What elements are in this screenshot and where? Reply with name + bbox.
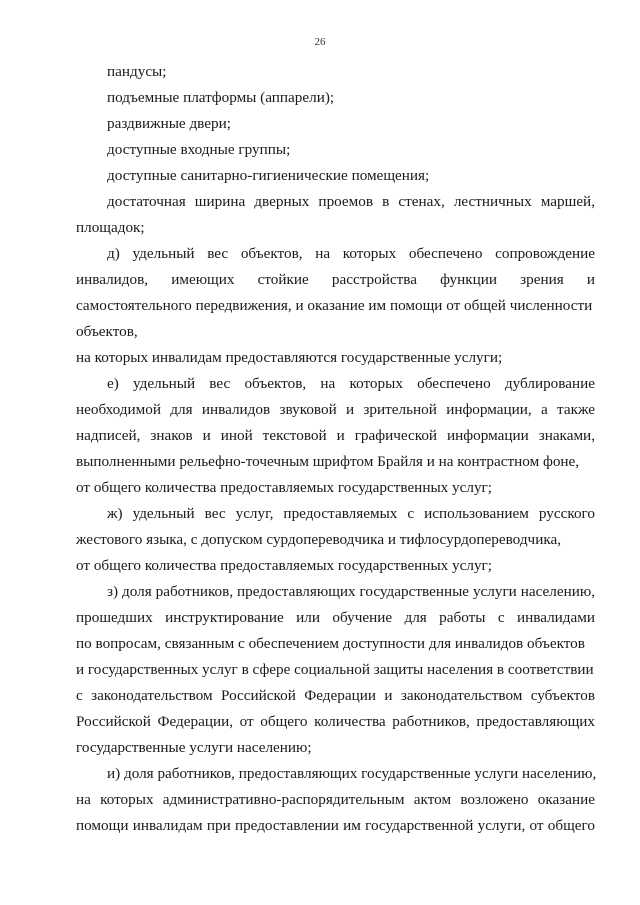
text-line: и) доля работников, предоставляющих государственные услуги населению, bbox=[107, 765, 597, 782]
text-line: подъемные платформы (аппарели); bbox=[107, 89, 335, 106]
text-line: с законодательством Российской Федерации и законодательством субъектов bbox=[76, 687, 595, 704]
text-line: надписей, знаков и иной текстовой и графической информации знаками, bbox=[76, 427, 595, 444]
text-line: и государственных услуг в сфере социальной защиты населения в соответствии bbox=[76, 661, 594, 678]
text-line: прошедших инструктирование или обучение для работы с инвалидами bbox=[76, 609, 595, 626]
text-line: Российской Федерации, от общего количества работников, предоставляющих bbox=[76, 713, 595, 730]
text-line: инвалидов, имеющих стойкие расстройства функции зрения и bbox=[76, 271, 595, 288]
page-number: 26 bbox=[314, 36, 326, 48]
text-line: д) удельный вес объектов, на которых обеспечено сопровождение bbox=[107, 245, 595, 262]
text-line: на которых инвалидам предоставляются государственные услуги; bbox=[76, 349, 503, 366]
text-line: е) удельный вес объектов, на которых обеспечено дублирование bbox=[107, 375, 595, 392]
text-line: самостоятельного передвижения, и оказание им помощи от общей численности bbox=[76, 297, 593, 314]
text-line: необходимой для инвалидов звуковой и зрительной информации, а также bbox=[76, 401, 595, 418]
text-line: от общего количества предоставляемых государственных услуг; bbox=[76, 557, 492, 574]
text-line: доступные санитарно-гигиенические помещения; bbox=[107, 167, 430, 184]
text-line: жестового языка, с допуском сурдопереводчика и тифлосурдопереводчика, bbox=[76, 531, 562, 548]
text-line: ж) удельный вес услуг, предоставляемых с использованием русского bbox=[107, 505, 595, 522]
text-line: объектов, bbox=[76, 323, 138, 340]
text-line: выполненными рельефно-точечным шрифтом Брайля и на контрастном фоне, bbox=[76, 453, 580, 470]
text-line: з) доля работников, предоставляющих государственные услуги населению, bbox=[107, 583, 595, 600]
text-line: государственные услуги населению; bbox=[76, 739, 312, 756]
text-line: помощи инвалидам при предоставлении им государственной услуги, от общего bbox=[76, 817, 595, 834]
text-line: от общего количества предоставляемых государственных услуг; bbox=[76, 479, 492, 496]
text-line: достаточная ширина дверных проемов в стенах, лестничных маршей, bbox=[107, 193, 595, 210]
text-line: раздвижные двери; bbox=[107, 115, 231, 132]
text-line: по вопросам, связанным с обеспечением доступности для инвалидов объектов bbox=[76, 635, 585, 652]
text-line: доступные входные группы; bbox=[107, 141, 291, 158]
text-line: пандусы; bbox=[107, 63, 167, 80]
text-line: площадок; bbox=[76, 219, 145, 236]
text-line: на которых административно-распорядительным актом возложено оказание bbox=[76, 791, 595, 808]
